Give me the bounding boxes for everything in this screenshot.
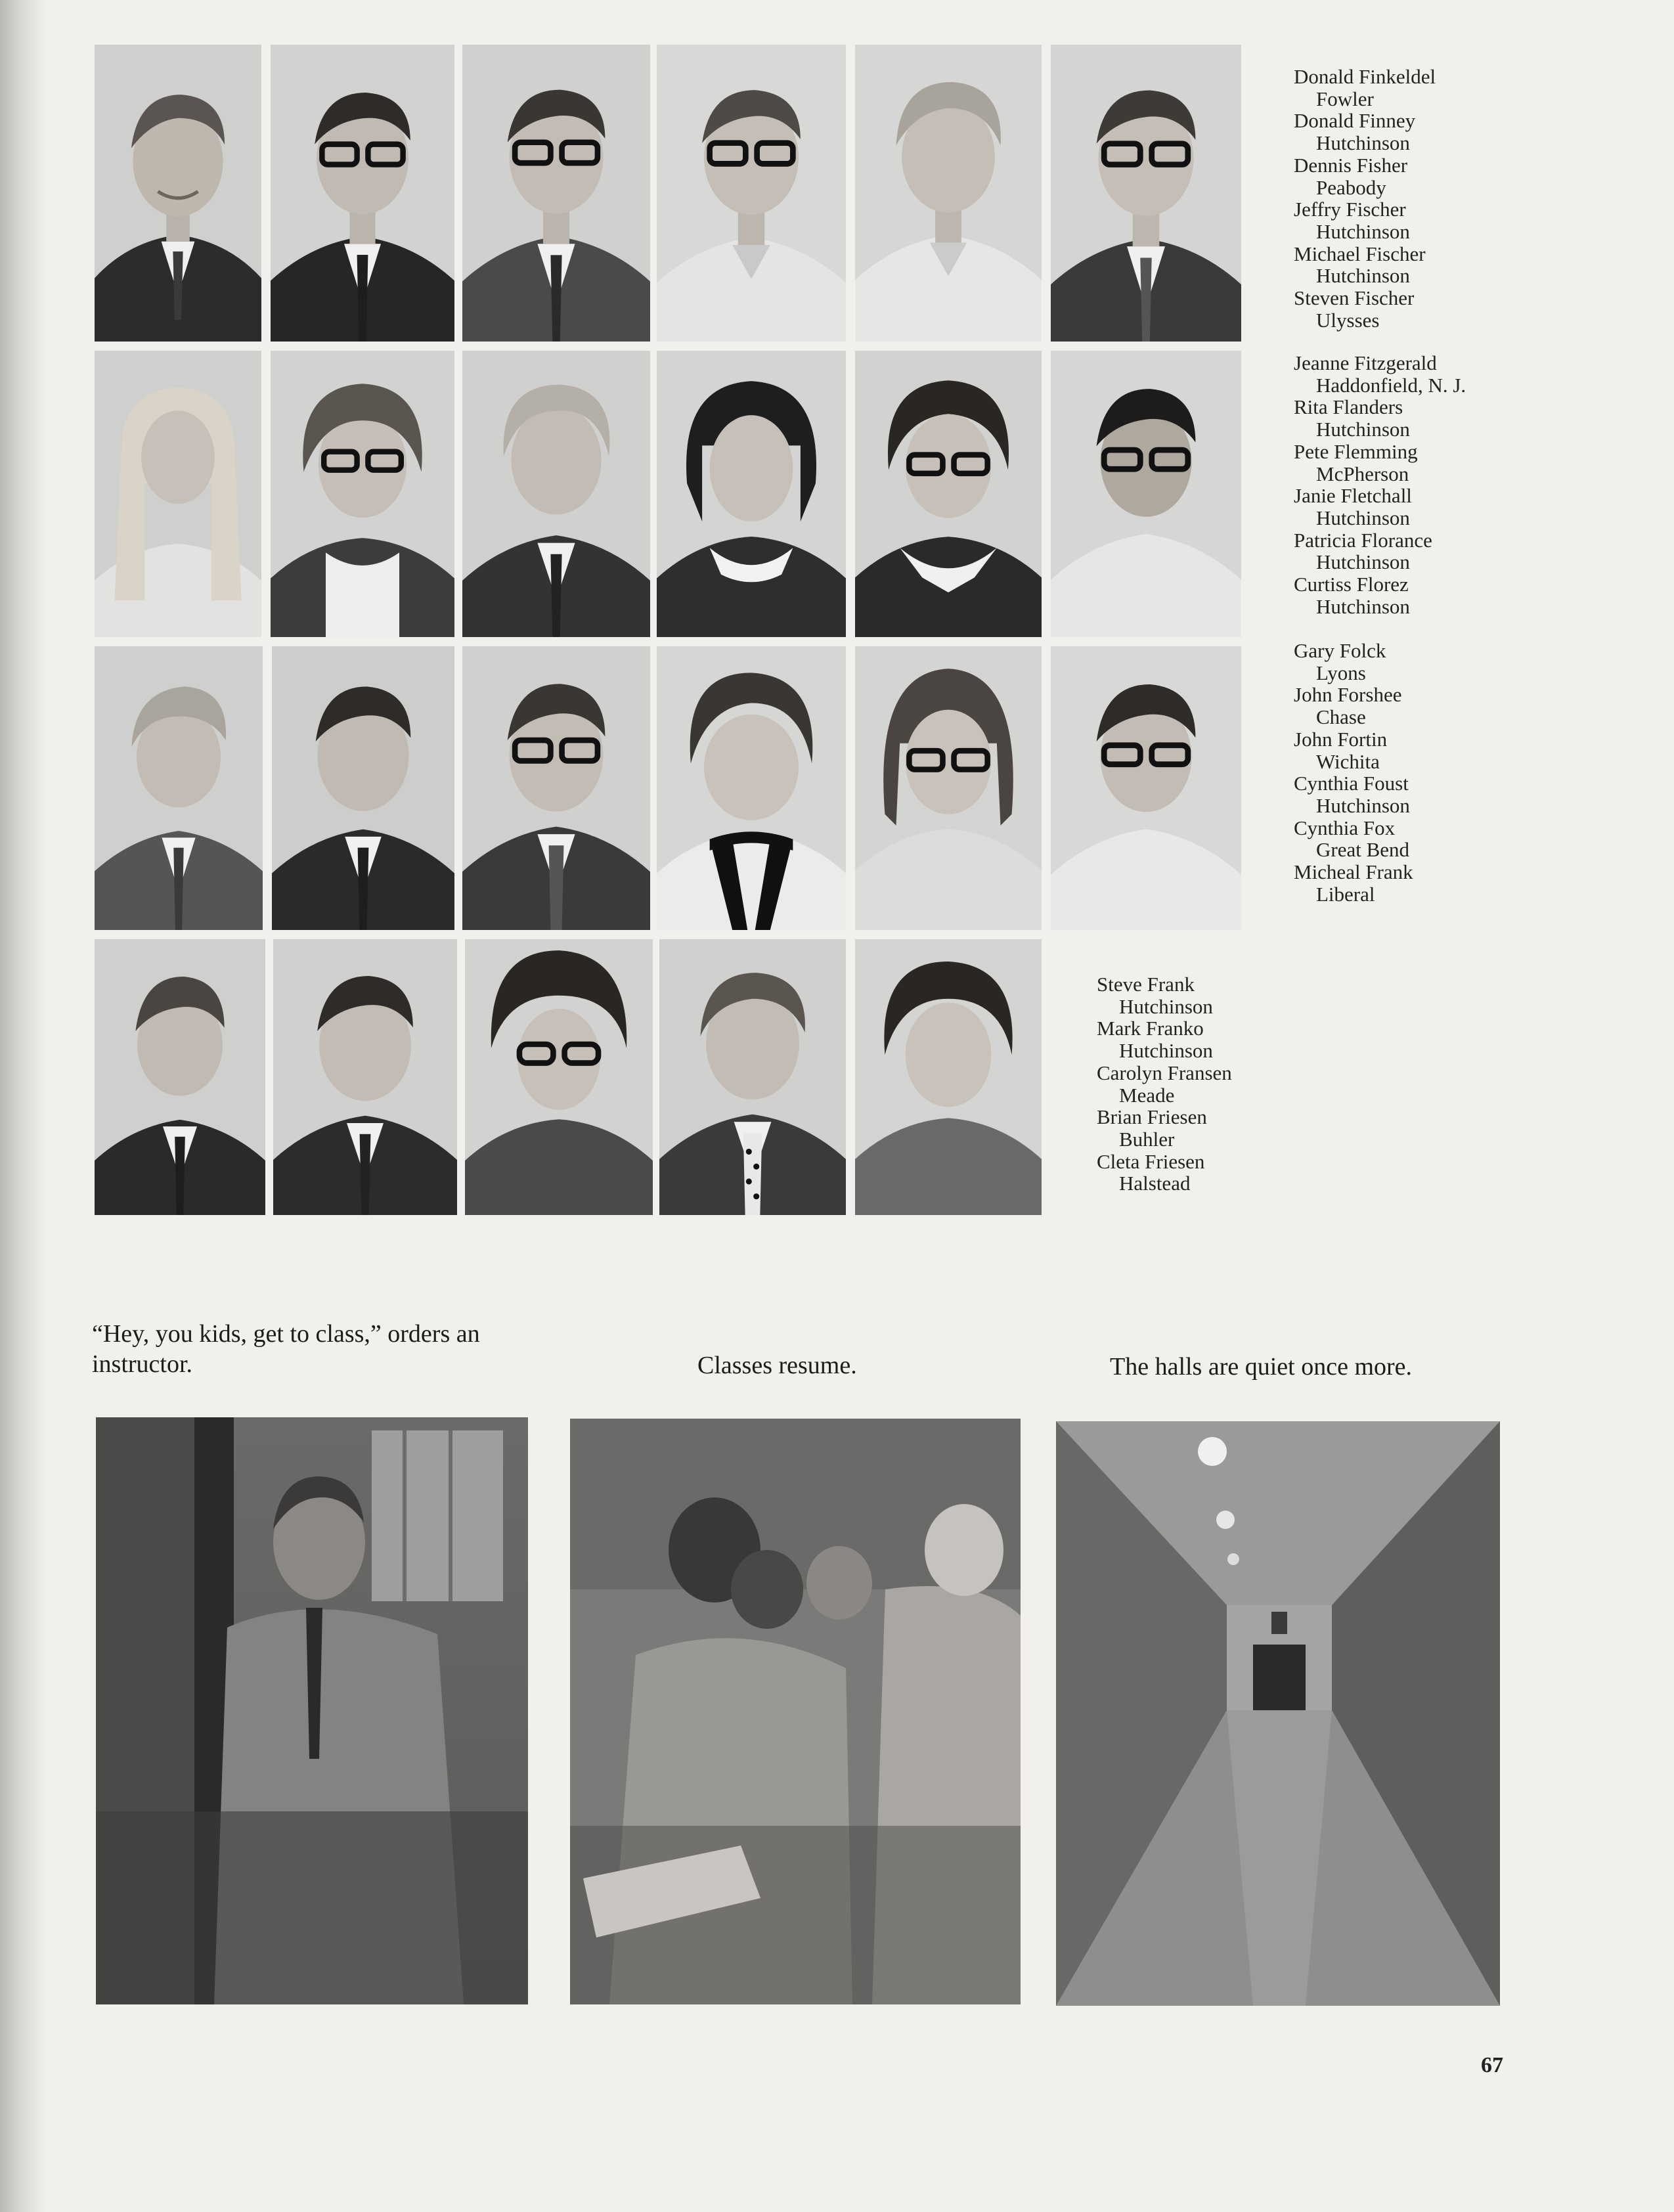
student-hometown: Hutchinson	[1316, 793, 1410, 817]
portrait-john-fortin	[462, 646, 650, 930]
photo-classroom	[570, 1419, 1021, 2004]
caption-classes-resume: Classes resume.	[697, 1352, 857, 1379]
photo-instructor-doorway	[96, 1417, 528, 2004]
portrait-steven-fischer	[1051, 45, 1241, 342]
portrait-pete-flemming	[462, 351, 650, 637]
student-hometown: Great Bend	[1316, 838, 1410, 862]
student-name: Brian Friesen	[1097, 1105, 1207, 1129]
student-hometown: Chase	[1316, 705, 1366, 729]
student-name: Patricia Florance	[1294, 528, 1432, 552]
caption-instructor: “Hey, you kids, get to class,” orders an instructor.	[92, 1320, 480, 1378]
portrait-patricia-florance	[855, 351, 1042, 637]
student-name: Pete Flemming	[1294, 439, 1418, 463]
portrait-michael-fischer	[855, 45, 1042, 342]
student-hometown: Hutchinson	[1316, 506, 1410, 529]
portrait-carolyn-fransen	[465, 939, 653, 1215]
student-hometown: Hutchinson	[1316, 594, 1410, 618]
portrait-curtiss-florez	[1051, 351, 1241, 637]
student-name: Carolyn Fransen	[1097, 1061, 1232, 1084]
student-hometown: Peabody	[1316, 175, 1386, 199]
name-list-row-4	[1097, 973, 1232, 1195]
student-name: Donald Finney	[1294, 109, 1416, 133]
student-name: Jeffry Fischer	[1294, 198, 1406, 221]
page-number: 67	[1481, 2053, 1503, 2077]
student-hometown: Lyons	[1316, 661, 1366, 684]
student-name: Janie Fletchall	[1294, 484, 1412, 508]
portrait-brian-friesen	[659, 939, 846, 1215]
student-name: Michael Fischer	[1294, 242, 1426, 265]
student-name: Cynthia Fox	[1294, 816, 1396, 839]
portrait-donald-finney	[271, 45, 454, 342]
portrait-jeanne-fitzgerald	[95, 351, 261, 637]
portrait-john-forshee	[272, 646, 454, 930]
portrait-donald-finkeldel	[95, 45, 261, 342]
student-hometown: Hutchinson	[1119, 994, 1213, 1018]
student-name: Micheal Frank	[1294, 860, 1413, 884]
caption-halls-quiet: The halls are quiet once more.	[1110, 1353, 1413, 1381]
portrait-gary-folck	[95, 646, 263, 930]
portrait-steve-frank	[95, 939, 265, 1215]
student-name: John Forshee	[1294, 683, 1402, 707]
student-hometown: Hutchinson	[1316, 418, 1410, 441]
student-hometown: Halstead	[1119, 1172, 1191, 1195]
student-name: Jeanne Fitzgerald	[1294, 351, 1437, 374]
photo-empty-hallway	[1056, 1421, 1500, 2006]
portrait-cynthia-fox	[855, 646, 1042, 930]
student-name: Donald Finkeldel	[1294, 65, 1436, 88]
student-hometown: Hutchinson	[1316, 550, 1410, 574]
student-hometown: Hutchinson	[1119, 1039, 1213, 1063]
name-list-row-1	[1294, 66, 1436, 331]
student-hometown: Liberal	[1316, 882, 1375, 906]
student-hometown: Ulysses	[1316, 308, 1380, 332]
student-hometown: Haddonfield, N. J.	[1316, 373, 1466, 397]
student-name: Cynthia Foust	[1294, 772, 1409, 795]
student-hometown: Fowler	[1316, 87, 1374, 110]
portrait-micheal-frank	[1051, 646, 1241, 930]
portrait-jeffry-fischer	[657, 45, 846, 342]
portrait-dennis-fisher	[462, 45, 650, 342]
student-name: John Fortin	[1294, 727, 1388, 751]
name-list-row-3	[1294, 640, 1413, 905]
portrait-cleta-friesen	[855, 939, 1042, 1215]
student-hometown: Meade	[1119, 1083, 1175, 1107]
portrait-rita-flanders	[271, 351, 454, 637]
portrait-mark-franko	[273, 939, 457, 1215]
student-name: Steven Fischer	[1294, 286, 1415, 310]
student-name: Curtiss Florez	[1294, 573, 1409, 596]
student-name: Cleta Friesen	[1097, 1149, 1205, 1173]
student-hometown: McPherson	[1316, 462, 1409, 485]
page-binding-shadow	[0, 0, 46, 2212]
student-name: Mark Franko	[1097, 1017, 1204, 1040]
student-name: Dennis Fisher	[1294, 153, 1408, 177]
student-hometown: Buhler	[1119, 1127, 1175, 1151]
portrait-cynthia-foust	[657, 646, 846, 930]
student-hometown: Hutchinson	[1316, 219, 1410, 243]
student-hometown: Hutchinson	[1316, 264, 1410, 288]
name-list-row-2	[1294, 352, 1466, 617]
student-name: Steve Frank	[1097, 973, 1195, 996]
student-hometown: Hutchinson	[1316, 131, 1410, 155]
portrait-janie-fletchall	[657, 351, 846, 637]
student-name: Gary Folck	[1294, 639, 1386, 662]
student-hometown: Wichita	[1316, 749, 1380, 773]
student-name: Rita Flanders	[1294, 395, 1403, 419]
